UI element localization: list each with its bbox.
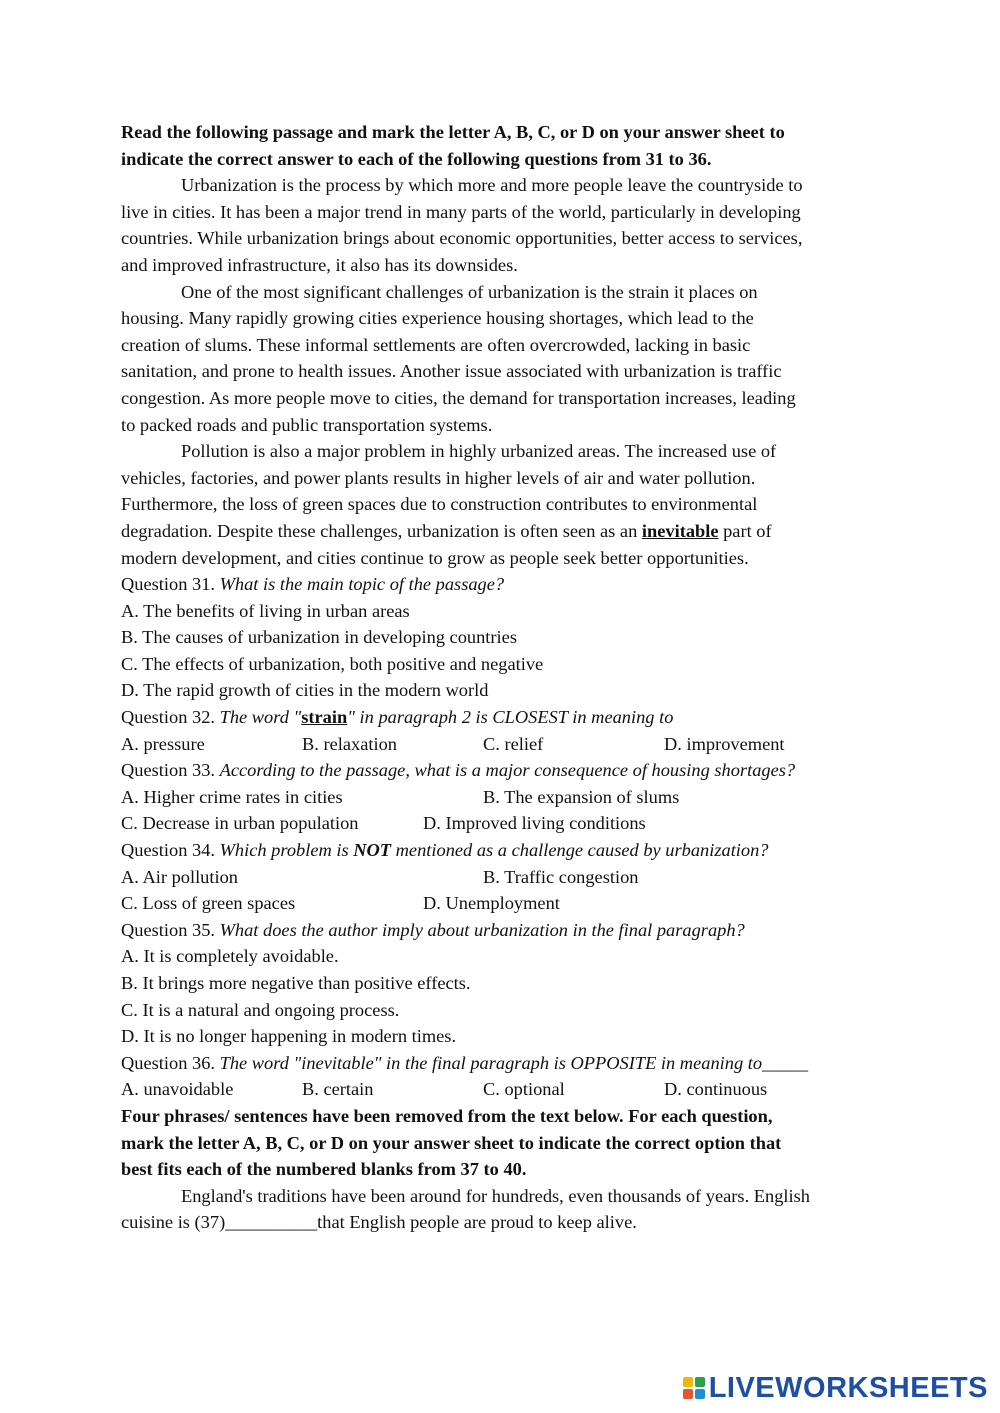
option-d: D. Improved living conditions bbox=[423, 813, 646, 834]
question-label: Question 31. bbox=[121, 574, 220, 595]
passage-line: vehicles, factories, and power plants results in higher levels of air and water pollution. bbox=[121, 467, 756, 488]
passage-text: degradation. Despite these challenges, urbanization is often seen as an bbox=[121, 520, 642, 541]
passage-line: congestion. As more people move to cities, the demand for transportation increases, leading bbox=[121, 387, 796, 408]
options-row bbox=[121, 890, 881, 917]
option-c: C. optional bbox=[483, 1079, 565, 1100]
option-c: C. The effects of urbanization, both positive and negative bbox=[121, 653, 544, 674]
question-text: What is the main topic of the passage? bbox=[219, 574, 505, 595]
options-row bbox=[121, 1076, 881, 1103]
logo-tile bbox=[695, 1377, 705, 1387]
options-row bbox=[121, 864, 881, 891]
passage-line: One of the most significant challenges of urbanization is the strain it places on bbox=[181, 281, 758, 302]
question-label: Question 34. bbox=[121, 840, 220, 861]
question-text: The word " bbox=[219, 707, 302, 728]
passage-line: Pollution is also a major problem in highly urbanized areas. The increased use of bbox=[181, 441, 777, 462]
option-b: B. The expansion of slums bbox=[483, 786, 680, 807]
question-text: What does the author imply about urbanization in the final paragraph? bbox=[219, 919, 745, 940]
option-c: C. It is a natural and ongoing process. bbox=[121, 999, 400, 1020]
options-row bbox=[121, 810, 881, 837]
option-a: A. Higher crime rates in cities bbox=[121, 786, 343, 807]
question-33 bbox=[121, 757, 881, 784]
option-b: B. Traffic congestion bbox=[483, 866, 639, 887]
question-label: Question 32. bbox=[121, 707, 220, 728]
passage-line: Furthermore, the loss of green spaces due to construction contributes to environmental bbox=[121, 494, 758, 515]
passage-line: countries. While urbanization brings about economic opportunities, better access to services, bbox=[121, 228, 803, 249]
option-a: A. pressure bbox=[121, 733, 205, 754]
option-d: D. The rapid growth of cities in the modern world bbox=[121, 680, 489, 701]
option-c: C. Loss of green spaces bbox=[121, 893, 296, 914]
option-a: A. The benefits of living in urban areas bbox=[121, 600, 410, 621]
question-text: mentioned as a challenge caused by urbanization? bbox=[391, 840, 769, 861]
option-d: D. It is no longer happening in modern times. bbox=[121, 1026, 457, 1047]
passage-line: and improved infrastructure, it also has its downsides. bbox=[121, 254, 518, 275]
option-c: C. Decrease in urban population bbox=[121, 813, 359, 834]
liveworksheets-logo bbox=[683, 1370, 988, 1406]
question-31 bbox=[121, 571, 881, 598]
question-text: The word "inevitable" in the final paragraph is OPPOSITE in meaning to_____ bbox=[219, 1052, 809, 1073]
option-d: D. continuous bbox=[664, 1079, 768, 1100]
option-a: A. It is completely avoidable. bbox=[121, 946, 339, 967]
question-36 bbox=[121, 1050, 881, 1077]
question-label: Question 35. bbox=[121, 919, 220, 940]
worksheet-page bbox=[121, 119, 881, 1236]
keyword-strain: strain bbox=[301, 707, 348, 728]
question-34 bbox=[121, 837, 881, 864]
passage-line bbox=[121, 518, 881, 545]
question-label: Question 36. bbox=[121, 1052, 220, 1073]
passage-line: modern development, and cities continue to grow as people seek better opportunities. bbox=[121, 547, 749, 568]
option-d: D. Unemployment bbox=[423, 893, 560, 914]
instruction-line: best fits each of the numbered blanks from 37 to 40. bbox=[121, 1159, 527, 1180]
logo-tile bbox=[683, 1389, 693, 1399]
logo-mark-icon bbox=[683, 1377, 705, 1399]
instruction-line: Four phrases/ sentences have been removed from the text below. For each question, bbox=[121, 1105, 773, 1126]
option-a: A. unavoidable bbox=[121, 1079, 234, 1100]
question-32 bbox=[121, 704, 881, 731]
option-b: B. certain bbox=[302, 1079, 374, 1100]
passage-line: England's traditions have been around for hundreds, even thousands of years. English bbox=[181, 1185, 810, 1206]
passage-line: live in cities. It has been a major trend in many parts of the world, particularly in developing bbox=[121, 201, 801, 222]
option-b: B. relaxation bbox=[302, 733, 397, 754]
option-d: D. improvement bbox=[664, 733, 785, 754]
option-a: A. Air pollution bbox=[121, 866, 238, 887]
question-text: Which problem is bbox=[219, 840, 354, 861]
keyword-inevitable: inevitable bbox=[641, 520, 719, 541]
options-row bbox=[121, 784, 881, 811]
passage-line: creation of slums. These informal settlements are often overcrowded, lacking in basic bbox=[121, 334, 751, 355]
instruction-line: mark the letter A, B, C, or D on your answer sheet to indicate the correct option that bbox=[121, 1132, 782, 1153]
question-text: According to the passage, what is a major consequence of housing shortages? bbox=[219, 760, 796, 781]
passage-line: cuisine is (37)__________that English people are proud to keep alive. bbox=[121, 1212, 637, 1233]
question-35 bbox=[121, 917, 881, 944]
question-emphasis: NOT bbox=[353, 840, 392, 861]
passage-line: Urbanization is the process by which more and more people leave the countryside to bbox=[181, 175, 803, 196]
options-row bbox=[121, 731, 881, 758]
passage-text: part of bbox=[718, 520, 772, 541]
option-b: B. It brings more negative than positive effects. bbox=[121, 973, 471, 993]
instruction-line: Read the following passage and mark the letter A, B, C, or D on your answer sheet to bbox=[121, 122, 785, 142]
instruction-line: indicate the correct answer to each of the following questions from 31 to 36. bbox=[121, 148, 712, 169]
question-label: Question 33. bbox=[121, 760, 220, 781]
option-c: C. relief bbox=[483, 733, 544, 754]
option-b: B. The causes of urbanization in developing countries bbox=[121, 627, 517, 648]
passage-line: to packed roads and public transportation systems. bbox=[121, 414, 493, 435]
passage-line: sanitation, and prone to health issues. Another issue associated with urbanization is traffic bbox=[121, 361, 782, 382]
logo-tile bbox=[695, 1389, 705, 1399]
brand-text: LIVEWORKSHEETS bbox=[708, 1371, 988, 1404]
passage-line: housing. Many rapidly growing cities experience housing shortages, which lead to the bbox=[121, 308, 754, 329]
logo-tile bbox=[683, 1377, 693, 1387]
question-text: " in paragraph 2 is CLOSEST in meaning to bbox=[347, 707, 674, 728]
